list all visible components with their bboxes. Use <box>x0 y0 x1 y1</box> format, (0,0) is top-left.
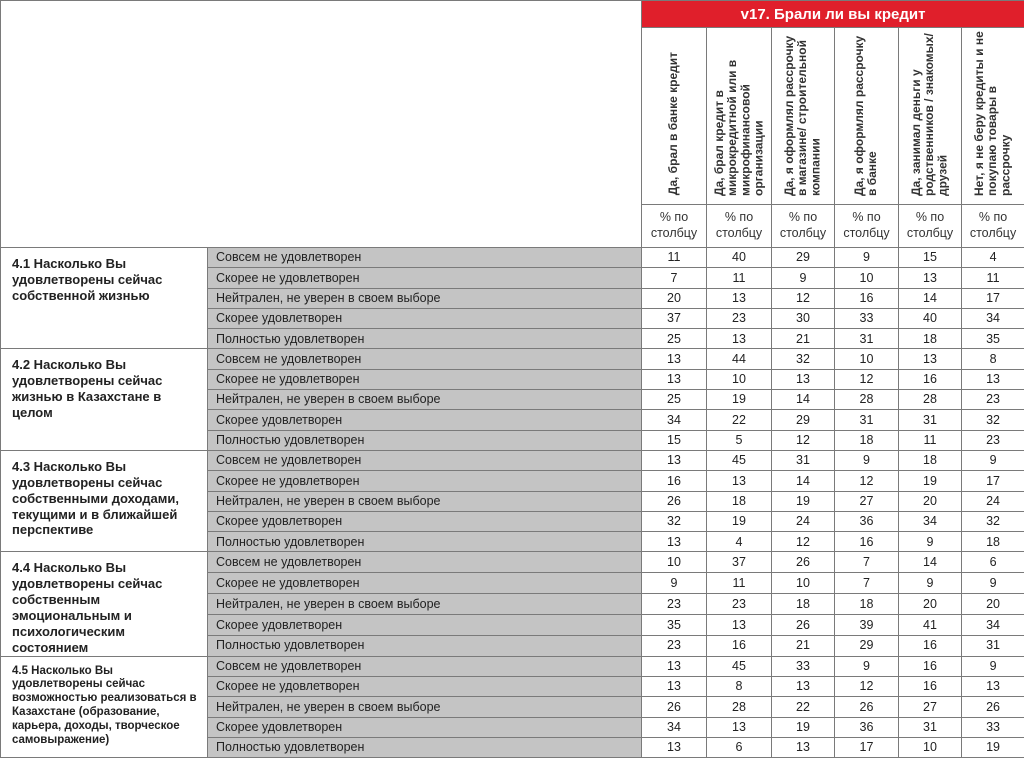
answer-option: Скорее удовлетворен <box>208 511 642 531</box>
value-cell: 13 <box>642 656 707 676</box>
value-cell: 27 <box>899 697 962 717</box>
value-cell: 16 <box>899 656 962 676</box>
value-cell: 20 <box>899 491 962 511</box>
value-cell: 26 <box>642 491 707 511</box>
table-row <box>1 450 1024 470</box>
value-cell: 31 <box>835 410 899 430</box>
answer-option: Скорее не удовлетворен <box>208 573 642 594</box>
value-cell: 32 <box>772 349 835 369</box>
value-cell: 28 <box>899 390 962 410</box>
value-cell: 25 <box>642 390 707 410</box>
value-cell: 13 <box>707 329 772 349</box>
value-cell: 4 <box>707 532 772 552</box>
value-cell: 13 <box>899 268 962 288</box>
value-cell: 24 <box>962 491 1024 511</box>
answer-option: Полностью удовлетворен <box>208 329 642 349</box>
value-cell: 34 <box>642 717 707 737</box>
value-cell: 13 <box>642 676 707 696</box>
value-cell: 25 <box>642 329 707 349</box>
value-cell: 18 <box>835 594 899 615</box>
empty-corner <box>1 1 642 248</box>
answer-option: Скорее удовлетворен <box>208 410 642 430</box>
value-cell: 13 <box>962 676 1024 696</box>
column-header-label: Да, брал кредит в микрокредитной или в микрофинансовой организации <box>713 31 766 196</box>
value-cell: 11 <box>707 268 772 288</box>
value-cell: 36 <box>835 511 899 531</box>
question-label: 4.2 Насколько Вы удовлетворены сейчас жизнью в Казахстане в целом <box>1 349 208 450</box>
answer-option: Нейтрален, не уверен в своем выборе <box>208 594 642 615</box>
answer-option: Скорее не удовлетворен <box>208 471 642 491</box>
column-header-label: Да, я оформлял рассрочку в магазине/ строительной компании <box>783 31 823 196</box>
value-cell: 6 <box>962 552 1024 573</box>
value-cell: 6 <box>707 737 772 757</box>
value-cell: 37 <box>707 552 772 573</box>
value-cell: 9 <box>962 573 1024 594</box>
value-cell: 13 <box>642 737 707 757</box>
answer-option: Нейтрален, не уверен в своем выборе <box>208 697 642 717</box>
value-cell: 18 <box>835 430 899 450</box>
value-cell: 19 <box>707 511 772 531</box>
value-cell: 20 <box>962 594 1024 615</box>
value-cell: 14 <box>772 390 835 410</box>
value-cell: 13 <box>772 369 835 389</box>
value-cell: 12 <box>835 369 899 389</box>
value-cell: 12 <box>772 288 835 308</box>
unit-label: % по столбцу <box>835 205 899 248</box>
answer-option: Скорее удовлетворен <box>208 717 642 737</box>
unit-label: % по столбцу <box>707 205 772 248</box>
value-cell: 19 <box>899 471 962 491</box>
value-cell: 13 <box>772 676 835 696</box>
value-cell: 9 <box>962 450 1024 470</box>
answer-option: Нейтрален, не уверен в своем выборе <box>208 491 642 511</box>
value-cell: 31 <box>772 450 835 470</box>
value-cell: 16 <box>835 532 899 552</box>
value-cell: 11 <box>707 573 772 594</box>
value-cell: 13 <box>707 614 772 635</box>
value-cell: 40 <box>707 248 772 268</box>
value-cell: 23 <box>642 635 707 656</box>
value-cell: 26 <box>642 697 707 717</box>
question-label: 4.4 Насколько Вы удовлетворены сейчас собственным эмоциональным и психологическим состоянием <box>1 552 208 656</box>
value-cell: 10 <box>899 737 962 757</box>
column-header <box>772 28 835 205</box>
value-cell: 13 <box>772 737 835 757</box>
value-cell: 23 <box>962 430 1024 450</box>
column-header-label: Нет, я не беру кредиты и не покупаю товары в рассрочку <box>973 31 1013 196</box>
value-cell: 31 <box>962 635 1024 656</box>
table-row <box>1 248 1024 268</box>
value-cell: 13 <box>899 349 962 369</box>
unit-label: % по столбцу <box>772 205 835 248</box>
value-cell: 9 <box>899 532 962 552</box>
value-cell: 26 <box>962 697 1024 717</box>
table-row <box>1 656 1024 676</box>
value-cell: 29 <box>772 248 835 268</box>
value-cell: 34 <box>962 614 1024 635</box>
table-row <box>1 552 1024 573</box>
answer-option: Совсем не удовлетворен <box>208 248 642 268</box>
value-cell: 45 <box>707 656 772 676</box>
value-cell: 9 <box>835 450 899 470</box>
value-cell: 23 <box>962 390 1024 410</box>
answer-option: Скорее не удовлетворен <box>208 369 642 389</box>
unit-label: % по столбцу <box>962 205 1024 248</box>
value-cell: 29 <box>772 410 835 430</box>
value-cell: 13 <box>642 450 707 470</box>
value-cell: 23 <box>642 594 707 615</box>
value-cell: 21 <box>772 635 835 656</box>
column-header <box>707 28 772 205</box>
value-cell: 12 <box>772 430 835 450</box>
value-cell: 40 <box>899 308 962 328</box>
value-cell: 7 <box>835 552 899 573</box>
value-cell: 10 <box>835 349 899 369</box>
question-label: 4.5 Насколько Вы удовлетворены сейчас возможностью реализоваться в Казахстане (образование, карьера, доходы, творческое самовыражение) <box>1 656 208 757</box>
value-cell: 10 <box>835 268 899 288</box>
column-header <box>835 28 899 205</box>
value-cell: 36 <box>835 717 899 737</box>
answer-option: Скорее не удовлетворен <box>208 268 642 288</box>
value-cell: 14 <box>772 471 835 491</box>
value-cell: 13 <box>642 369 707 389</box>
value-cell: 15 <box>642 430 707 450</box>
value-cell: 16 <box>642 471 707 491</box>
answer-option: Полностью удовлетворен <box>208 532 642 552</box>
answer-option: Совсем не удовлетворен <box>208 656 642 676</box>
value-cell: 22 <box>707 410 772 430</box>
value-cell: 9 <box>899 573 962 594</box>
table-row <box>1 349 1024 369</box>
value-cell: 17 <box>835 737 899 757</box>
answer-option: Полностью удовлетворен <box>208 635 642 656</box>
answer-option: Полностью удовлетворен <box>208 430 642 450</box>
value-cell: 12 <box>835 471 899 491</box>
value-cell: 37 <box>642 308 707 328</box>
value-cell: 33 <box>772 656 835 676</box>
value-cell: 18 <box>772 594 835 615</box>
value-cell: 23 <box>707 594 772 615</box>
answer-option: Полностью удовлетворен <box>208 737 642 757</box>
answer-option: Совсем не удовлетворен <box>208 450 642 470</box>
value-cell: 8 <box>962 349 1024 369</box>
value-cell: 18 <box>707 491 772 511</box>
value-cell: 44 <box>707 349 772 369</box>
column-header <box>642 28 707 205</box>
value-cell: 11 <box>899 430 962 450</box>
answer-option: Скорее не удовлетворен <box>208 676 642 696</box>
value-cell: 28 <box>835 390 899 410</box>
value-cell: 41 <box>899 614 962 635</box>
column-header <box>962 28 1024 205</box>
value-cell: 16 <box>707 635 772 656</box>
column-header-label: Да, я оформлял рассрочку в банке <box>853 31 879 196</box>
value-cell: 20 <box>899 594 962 615</box>
value-cell: 45 <box>707 450 772 470</box>
value-cell: 31 <box>835 329 899 349</box>
value-cell: 11 <box>642 248 707 268</box>
value-cell: 26 <box>835 697 899 717</box>
value-cell: 9 <box>642 573 707 594</box>
table-title: v17. Брали ли вы кредит <box>642 1 1024 28</box>
value-cell: 9 <box>772 268 835 288</box>
answer-option: Скорее удовлетворен <box>208 308 642 328</box>
value-cell: 31 <box>899 410 962 430</box>
value-cell: 4 <box>962 248 1024 268</box>
value-cell: 29 <box>835 635 899 656</box>
value-cell: 17 <box>962 288 1024 308</box>
value-cell: 15 <box>899 248 962 268</box>
value-cell: 31 <box>899 717 962 737</box>
answer-option: Скорее удовлетворен <box>208 614 642 635</box>
value-cell: 19 <box>962 737 1024 757</box>
value-cell: 22 <box>772 697 835 717</box>
value-cell: 24 <box>772 511 835 531</box>
value-cell: 21 <box>772 329 835 349</box>
unit-label: % по столбцу <box>642 205 707 248</box>
value-cell: 33 <box>962 717 1024 737</box>
value-cell: 39 <box>835 614 899 635</box>
column-header <box>899 28 962 205</box>
value-cell: 13 <box>642 532 707 552</box>
value-cell: 13 <box>642 349 707 369</box>
value-cell: 34 <box>899 511 962 531</box>
value-cell: 26 <box>772 552 835 573</box>
value-cell: 10 <box>772 573 835 594</box>
value-cell: 26 <box>772 614 835 635</box>
value-cell: 16 <box>899 369 962 389</box>
value-cell: 19 <box>707 390 772 410</box>
value-cell: 35 <box>642 614 707 635</box>
value-cell: 19 <box>772 717 835 737</box>
value-cell: 7 <box>835 573 899 594</box>
value-cell: 10 <box>642 552 707 573</box>
value-cell: 17 <box>962 471 1024 491</box>
value-cell: 9 <box>962 656 1024 676</box>
value-cell: 13 <box>962 369 1024 389</box>
value-cell: 14 <box>899 288 962 308</box>
value-cell: 13 <box>707 471 772 491</box>
column-header-label: Да, занимал деньги у родственников / знакомых/друзей <box>910 31 950 196</box>
value-cell: 7 <box>642 268 707 288</box>
answer-option: Нейтрален, не уверен в своем выборе <box>208 288 642 308</box>
value-cell: 9 <box>835 248 899 268</box>
column-header-label: Да, брал в банке кредит <box>667 52 680 195</box>
value-cell: 16 <box>899 676 962 696</box>
value-cell: 35 <box>962 329 1024 349</box>
answer-option: Совсем не удовлетворен <box>208 349 642 369</box>
unit-label: % по столбцу <box>899 205 962 248</box>
answer-option: Нейтрален, не уверен в своем выборе <box>208 390 642 410</box>
value-cell: 34 <box>962 308 1024 328</box>
value-cell: 13 <box>707 717 772 737</box>
value-cell: 9 <box>835 656 899 676</box>
value-cell: 32 <box>642 511 707 531</box>
value-cell: 32 <box>962 410 1024 430</box>
value-cell: 8 <box>707 676 772 696</box>
value-cell: 33 <box>835 308 899 328</box>
value-cell: 14 <box>899 552 962 573</box>
answer-option: Совсем не удовлетворен <box>208 552 642 573</box>
question-label: 4.1 Насколько Вы удовлетворены сейчас собственной жизнью <box>1 248 208 349</box>
value-cell: 32 <box>962 511 1024 531</box>
value-cell: 11 <box>962 268 1024 288</box>
value-cell: 18 <box>899 450 962 470</box>
value-cell: 12 <box>772 532 835 552</box>
value-cell: 12 <box>835 676 899 696</box>
value-cell: 23 <box>707 308 772 328</box>
value-cell: 20 <box>642 288 707 308</box>
value-cell: 19 <box>772 491 835 511</box>
value-cell: 18 <box>962 532 1024 552</box>
value-cell: 30 <box>772 308 835 328</box>
question-label: 4.3 Насколько Вы удовлетворены сейчас собственными доходами, текущими и в ближайшей перспективе <box>1 450 208 551</box>
value-cell: 10 <box>707 369 772 389</box>
value-cell: 16 <box>835 288 899 308</box>
value-cell: 5 <box>707 430 772 450</box>
value-cell: 34 <box>642 410 707 430</box>
value-cell: 16 <box>899 635 962 656</box>
value-cell: 28 <box>707 697 772 717</box>
value-cell: 27 <box>835 491 899 511</box>
value-cell: 13 <box>707 288 772 308</box>
value-cell: 18 <box>899 329 962 349</box>
